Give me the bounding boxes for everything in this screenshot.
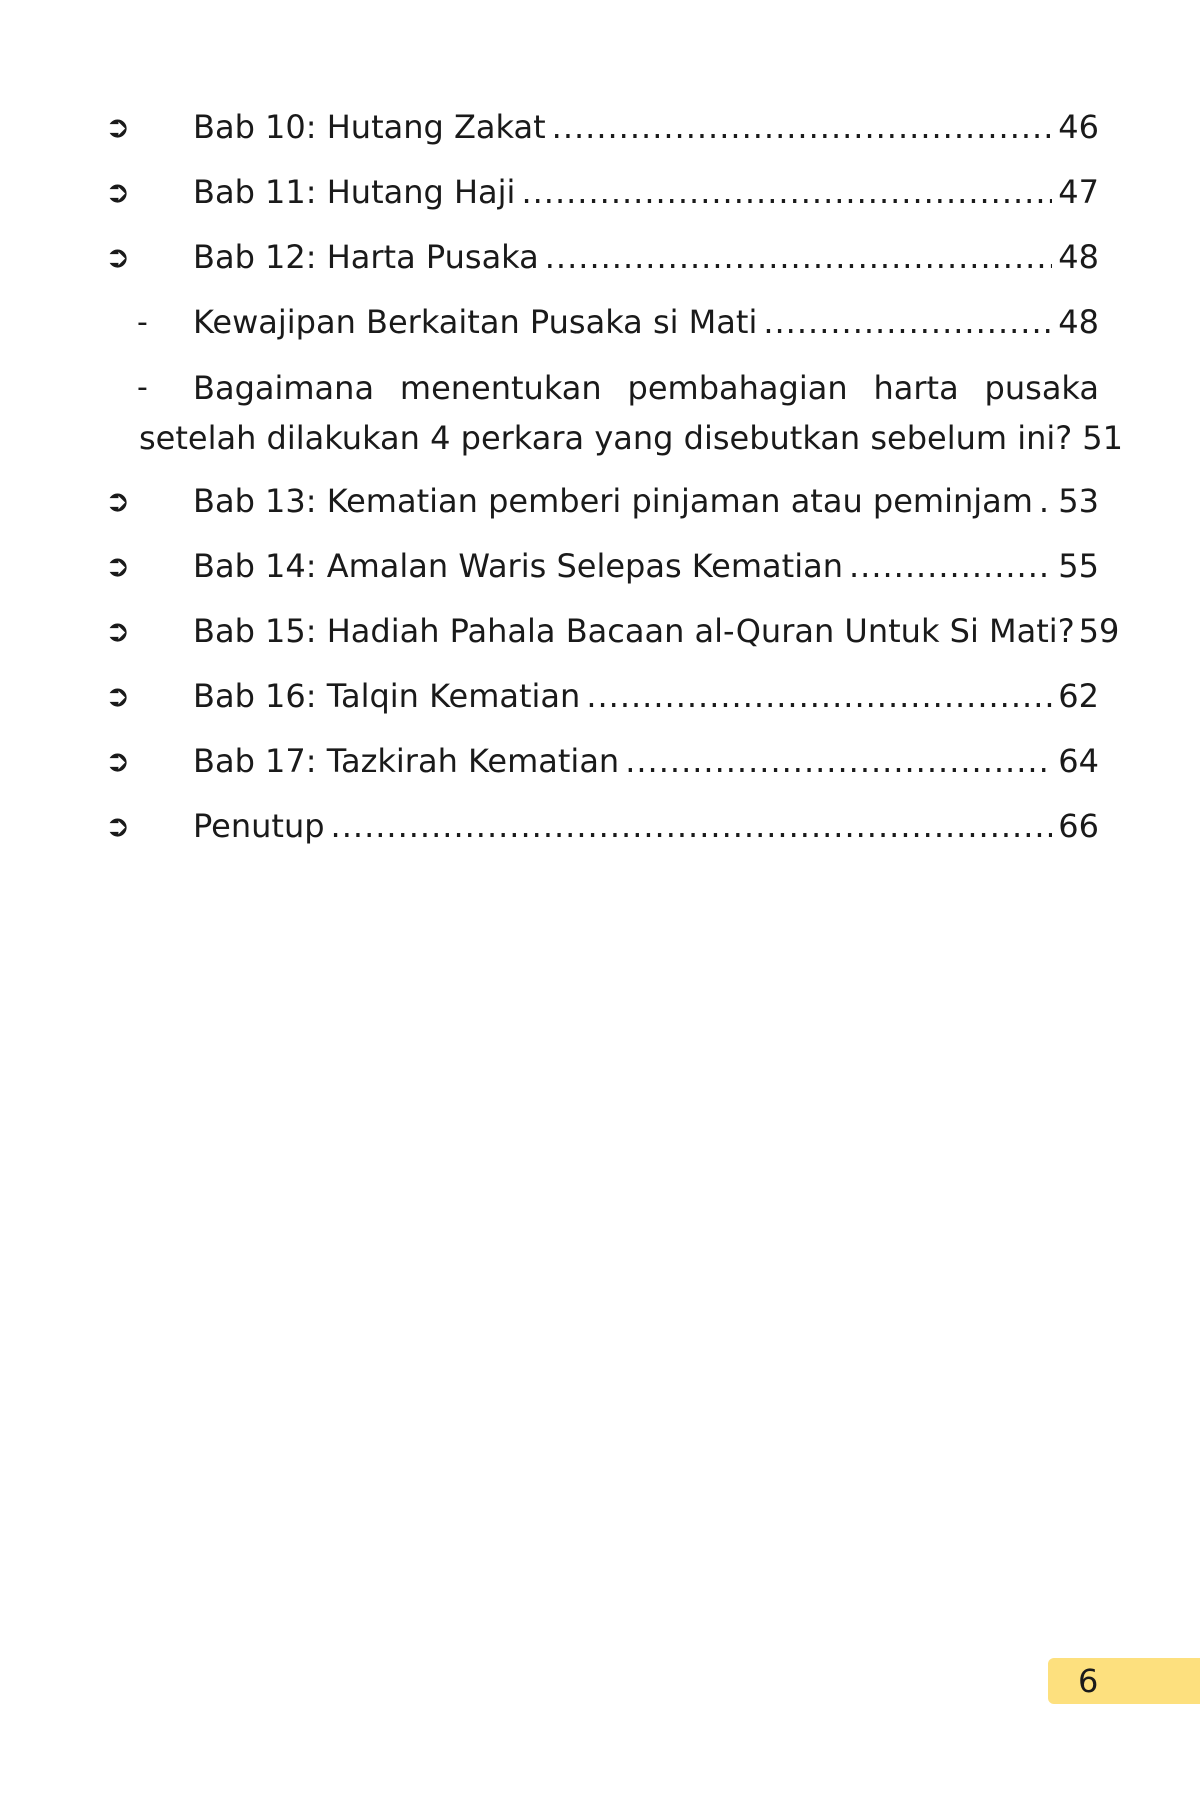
toc-entry-bab-11[interactable] [105,160,1099,225]
arrow-bullet-icon: ➲ [105,175,131,210]
dot-leader [763,290,1052,355]
dot-leader [521,160,1052,225]
toc-entry-label: Bab 14: Amalan Waris Selepas Kematian [193,547,843,585]
dot-leader [625,729,1052,794]
toc-subentry-bagaimana[interactable] [105,355,1123,469]
toc-entry-bab-13[interactable] [105,469,1099,534]
toc-entry-bab-15[interactable] [105,599,1120,664]
toc-subentry-kewajipan[interactable] [105,290,1099,355]
toc-entry-label: Bab 13: Kematian pemberi pinjaman atau peminjam [193,482,1033,520]
toc-entry-page: 59 [1078,612,1120,650]
dot-leader [1039,469,1052,534]
dot-leader [849,534,1052,599]
toc-entry-page: 66 [1058,807,1099,845]
dash-bullet-icon: - [137,305,148,340]
toc-entry-bab-12[interactable] [105,225,1099,290]
toc-entry-page: 55 [1058,547,1099,585]
toc-entry-page: 51 [1082,419,1123,457]
page-number: 6 [1078,1662,1099,1700]
toc-entry-label: Bab 16: Talqin Kematian [193,677,581,715]
dot-leader [331,794,1053,859]
toc-entry-bab-14[interactable] [105,534,1099,599]
table-of-contents [105,95,1123,859]
dash-bullet-icon: - [137,370,148,405]
toc-entry-label: Kewajipan Berkaitan Pusaka si Mati [193,303,758,341]
page-number-tab [1048,1658,1200,1704]
dot-leader [552,95,1053,160]
toc-entry-label: Bab 17: Tazkirah Kematian [193,742,620,780]
toc-entry-label: Bab 12: Harta Pusaka [193,238,539,276]
arrow-bullet-icon: ➲ [105,549,131,584]
arrow-bullet-icon: ➲ [105,614,131,649]
dot-leader [586,664,1052,729]
toc-entry-bab-17[interactable] [105,729,1099,794]
toc-entry-page: 46 [1058,108,1099,146]
toc-entry-label: Bab 11: Hutang Haji [193,173,516,211]
arrow-bullet-icon: ➲ [105,744,131,779]
toc-entry-page: 48 [1058,238,1099,276]
arrow-bullet-icon: ➲ [105,679,131,714]
toc-entry-bab-10[interactable] [105,95,1099,160]
toc-entry-page: 53 [1058,482,1099,520]
toc-entry-label-line-1: Bagaimana menentukan pembahagian harta pusaka [193,369,1099,407]
arrow-bullet-icon: ➲ [105,240,131,275]
toc-entry-label: Bab 15: Hadiah Pahala Bacaan al-Quran Untuk Si Mati? [193,612,1075,650]
toc-entry-page: 48 [1058,303,1099,341]
toc-entry-label: Bab 10: Hutang Zakat [193,108,546,146]
arrow-bullet-icon: ➲ [105,809,131,844]
arrow-bullet-icon: ➲ [105,484,131,519]
toc-entry-bab-16[interactable] [105,664,1099,729]
arrow-bullet-icon: ➲ [105,110,131,145]
toc-entry-page: 47 [1058,173,1099,211]
toc-entry-label: Penutup [193,807,325,845]
toc-entry-page: 62 [1058,677,1099,715]
toc-entry-penutup[interactable] [105,794,1099,859]
toc-entry-label-line-2: setelah dilakukan 4 perkara yang disebutkan sebelum ini? [139,419,1073,457]
toc-entry-page: 64 [1058,742,1099,780]
dot-leader [545,225,1053,290]
